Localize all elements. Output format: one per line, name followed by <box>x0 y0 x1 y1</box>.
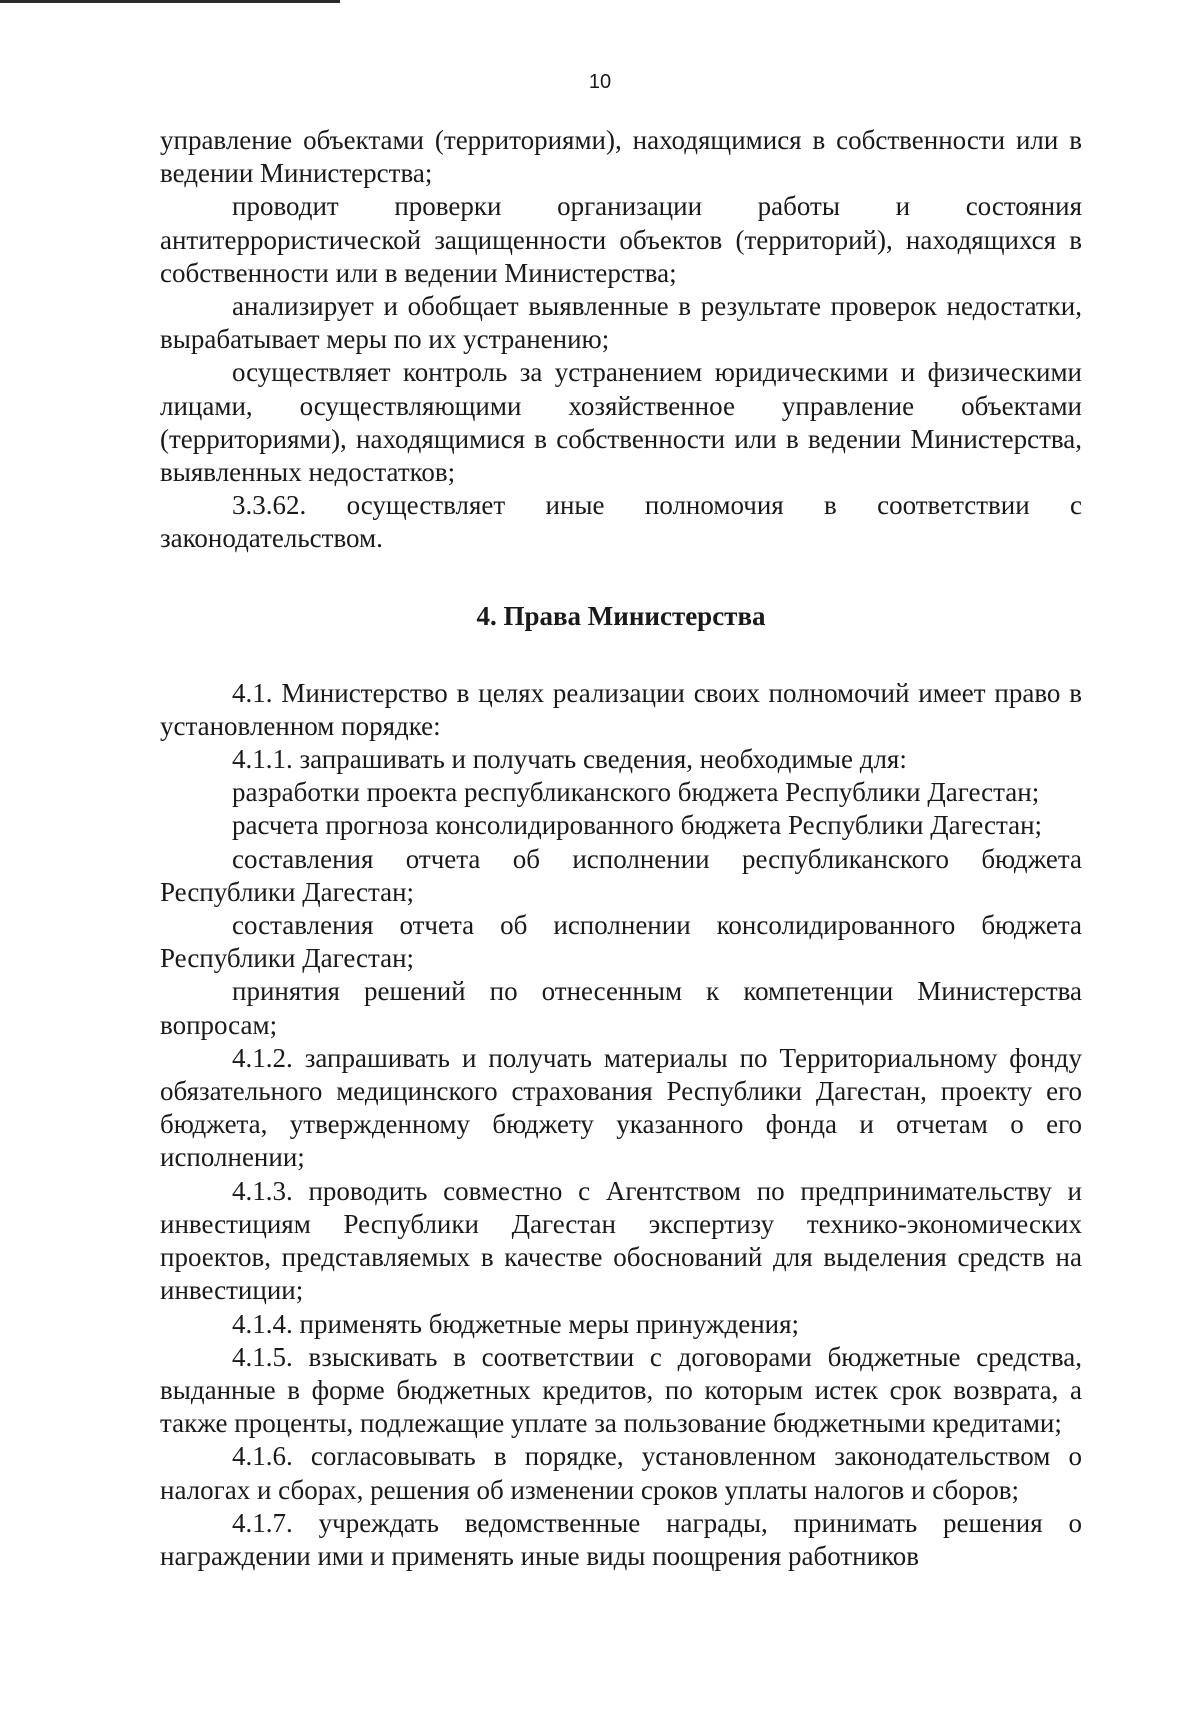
paragraph: 4.1.3. проводить совместно с Агентством по предпринимательству и инвестициям Республики Дагестан экспертизу технико-экономических проектов, представляемых в качестве обоснований для выделения средств на инвестиции; <box>160 1175 1082 1306</box>
paragraph: разработки проекта республиканского бюджета Республики Дагестан; <box>232 777 1040 808</box>
page-number: 10 <box>588 71 612 93</box>
paragraph: 4.1.4. применять бюджетные меры принуждения; <box>232 1308 800 1339</box>
paragraph: 4.1.6. согласовывать в порядке, установленном законодательством о налогах и сборах, решения об изменении сроков уплаты налогов и сборов; <box>160 1441 1082 1505</box>
paragraph: 4.1. Министерство в целях реализации своих полномочий имеет право в установленном порядке: <box>160 677 1082 741</box>
section-heading: 4. Права Министерства <box>476 600 766 631</box>
paragraph: 4.1.2. запрашивать и получать материалы по Территориальному фонду обязательного медицинского страхования Республики Дагестан, проекту его бюджета, утвержденному бюджету указанного фонда и отчетам о его исполнении; <box>160 1042 1082 1173</box>
paragraph: анализирует и обобщает выявленные в результате проверок недостатки, вырабатывает меры по их устранению; <box>160 291 1082 355</box>
paragraph: составления отчета об исполнении республиканского бюджета Республики Дагестан; <box>160 843 1082 907</box>
paragraphs-before-heading <box>160 124 1082 556</box>
paragraph: принятия решений по отнесенным к компетенции Министерства вопросам; <box>160 976 1082 1040</box>
paragraph: 4.1.5. взыскивать в соответствии с договорами бюджетные средства, выданные в форме бюджетных кредитов, по которым истек срок возврата, а также проценты, подлежащие уплате за пользование бюджетными кредитами; <box>160 1341 1082 1439</box>
scan-edge-rule <box>0 0 340 3</box>
paragraph: составления отчета об исполнении консолидированного бюджета Республики Дагестан; <box>160 910 1082 974</box>
paragraph: проводит проверки организации работы и состояния антитеррористической защищенности объектов (территорий), находящихся в собственности или в ведении Министерства; <box>160 191 1082 288</box>
paragraph: 4.1.1. запрашивать и получать сведения, необходимые для: <box>232 744 907 775</box>
paragraph: расчета прогноза консолидированного бюджета Республики Дагестан; <box>232 810 1043 841</box>
paragraph: управление объектами (территориями), находящимися в собственности или в ведении Министерства; <box>160 125 1082 189</box>
paragraph: 3.3.62. осуществляет иные полномочия в соответствии с законодательством. <box>160 490 1082 554</box>
paragraph: осуществляет контроль за устранением юридическими и физическими лицами, осуществляющими хозяйственное управление объектами (территориями), находящимися в собственности или в ведении Министерства, выявленных недостатков; <box>160 357 1082 488</box>
paragraphs-after-heading <box>160 677 1082 1573</box>
document-body <box>160 124 1082 1573</box>
paragraph: 4.1.7. учреждать ведомственные награды, принимать решения о награждении ими и применять иные виды поощрения работников <box>160 1507 1082 1571</box>
